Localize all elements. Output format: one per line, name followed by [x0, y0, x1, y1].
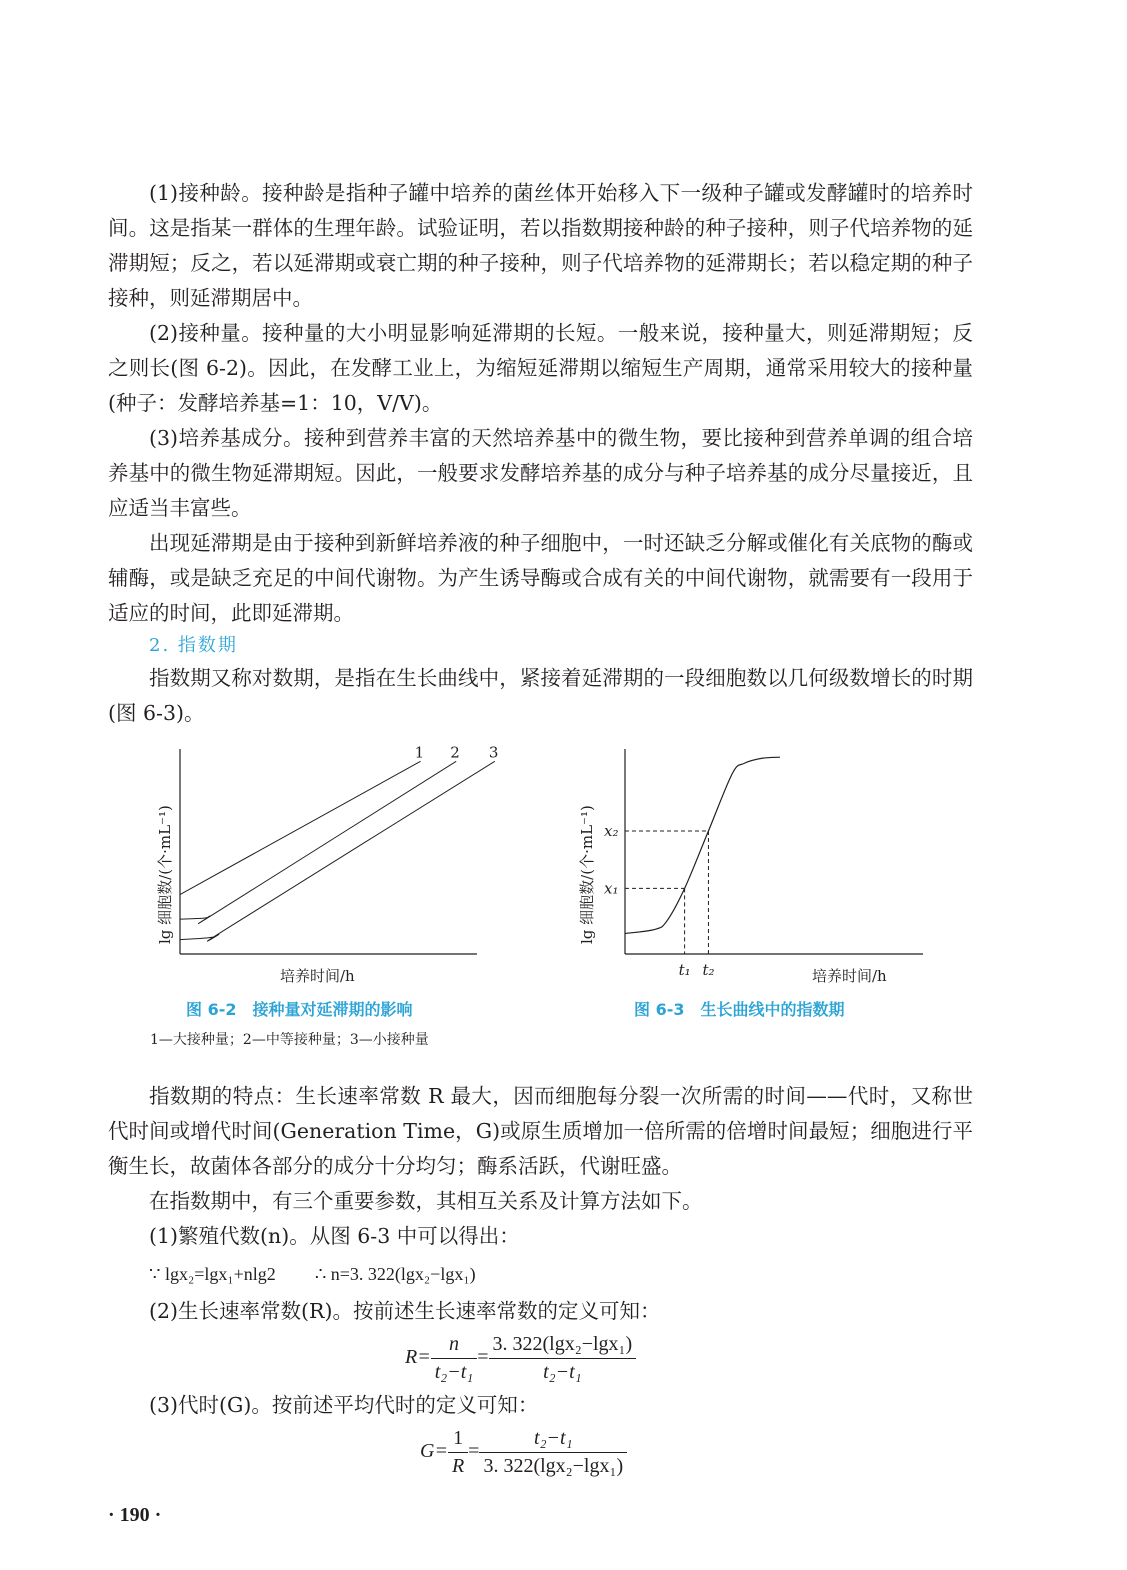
paragraph-parameters: 在指数期中，有三个重要参数，其相互关系及计算方法如下。 [149, 1189, 703, 1213]
numerator: 3. 322(lgx₂−lgx₁) [489, 1333, 637, 1359]
equation-n-result: ∴ n=3. 322(lgx₂−lgx₁) [314, 1264, 476, 1284]
equation-n [108, 1258, 973, 1290]
paragraph-growth-rate: (2)生长速率常数(R)。按前述生长速率常数的定义可知： [149, 1299, 661, 1323]
fraction-log-over-dt [489, 1333, 637, 1384]
page-number: · 190 · [108, 1504, 162, 1526]
denominator: t₂−t₁ [434, 1361, 474, 1383]
paragraph-inoculum-size: (2)接种量。接种量的大小明显影响延滞期的长短。一般来说，接种量大，则延滞期短；反之则长(图 6-2)。因此，在发酵工业上，为缩短延滞期以缩短生产周期，通常采用较大的接种量(种子：发酵培养基=1：10，V/V)。 [108, 321, 973, 415]
numerator: t₂−t₁ [479, 1427, 627, 1453]
equation-n-given: ∵ lgx₂=lgx₁+nlg2 [149, 1264, 276, 1284]
paragraph-medium: (3)培养基成分。接种到营养丰富的天然培养基中的微生物，要比接种到营养单调的组合培养基中的微生物延滞期短。因此，一般要求发酵培养基的成分与种子培养基的成分尽量接近，且应适当丰富些。 [108, 426, 973, 520]
equation-R-lhs: R= [405, 1346, 431, 1369]
paragraph-lag-cause: 出现延滞期是由于接种到新鲜培养液的种子细胞中，一时还缺乏分解或催化有关底物的酶或辅酶，或是缺乏充足的中间代谢物。为产生诱导酶或合成有关的中间代谢物，就需要有一段用于适应的时间，此即延滞期。 [108, 531, 973, 625]
equals-sign: = [477, 1346, 489, 1369]
figure-6-2-caption: 图 6-2 接种量对延滞期的影响 [186, 1000, 413, 1019]
paragraph-generation-time: (3)代时(G)。按前述平均代时的定义可知： [149, 1393, 539, 1417]
paragraph-exponential-intro: 指数期又称对数期，是指在生长曲线中，紧接着延滞期的一段细胞数以几何级数增长的时期(图 6-3)。 [108, 666, 973, 725]
fraction-n-over-dt [431, 1333, 478, 1384]
equation-G [108, 1427, 973, 1478]
y-tick-label-x2: x₂ [604, 822, 619, 840]
y-tick-label-x1: x₁ [604, 879, 619, 898]
numerator: 1 [448, 1427, 468, 1453]
fraction-one-over-R [448, 1427, 468, 1478]
x-axis-label: 培养时间/h [812, 967, 887, 985]
x-axis-label: 培养时间/h [280, 967, 355, 985]
numerator: n [431, 1333, 478, 1359]
fraction-dt-over-log [479, 1427, 627, 1478]
y-axis-label: lg 细胞数/(个·mL⁻¹) [156, 805, 174, 944]
figure-6-2-note: 1—大接种量；2—中等接种量；3—小接种量 [150, 1032, 429, 1048]
page-body [108, 0, 973, 1567]
x-tick-label-t1: t₁ [678, 961, 691, 979]
equation-R [108, 1333, 973, 1384]
figure-6-3-chart [0, 739, 1127, 1069]
growth-curve [625, 757, 780, 933]
paragraph-inoculum-age: (1)接种龄。接种龄是指种子罐中培养的菌丝体开始移入下一级种子罐或发酵罐时的培养时间。这是指某一群体的生理年龄。试验证明，若以指数期接种龄的种子接种，则子代培养物的延滞期短；反之，若以延滞期或衰亡期的种子接种，则子代培养物的延滞期长；若以稳定期的种子接种，则延滞期居中。 [108, 181, 973, 310]
denominator: R [451, 1455, 465, 1477]
equation-G-lhs: G= [420, 1440, 448, 1463]
figure-6-3-caption: 图 6-3 生长曲线中的指数期 [634, 1000, 845, 1019]
series-label-1: 1 [414, 743, 425, 762]
series-label-3: 3 [488, 743, 499, 762]
y-axis-label: lg 细胞数/(个·mL⁻¹) [578, 805, 596, 944]
series-label-2: 2 [450, 743, 460, 762]
x-tick-label-t2: t₂ [702, 961, 715, 979]
denominator: t₂−t₁ [543, 1361, 582, 1383]
paragraph-exponential-features: 指数期的特点：生长速率常数 R 最大，因而细胞每分裂一次所需的时间——代时，又称世代时间或增代时间(Generation Time，G)或原生质增加一倍所需的倍增时间最短；细胞进行平衡生长，故菌体各部分的成分十分均匀；酶系活跃，代谢旺盛。 [108, 1084, 973, 1178]
figures-row [0, 739, 1127, 1069]
section-heading: 2. 指数期 [149, 635, 238, 656]
paragraph-generations: (1)繁殖代数(n)。从图 6-3 中可以得出： [149, 1224, 520, 1248]
denominator: 3. 322(lgx₂−lgx₁) [483, 1455, 624, 1477]
equals-sign: = [468, 1440, 480, 1463]
